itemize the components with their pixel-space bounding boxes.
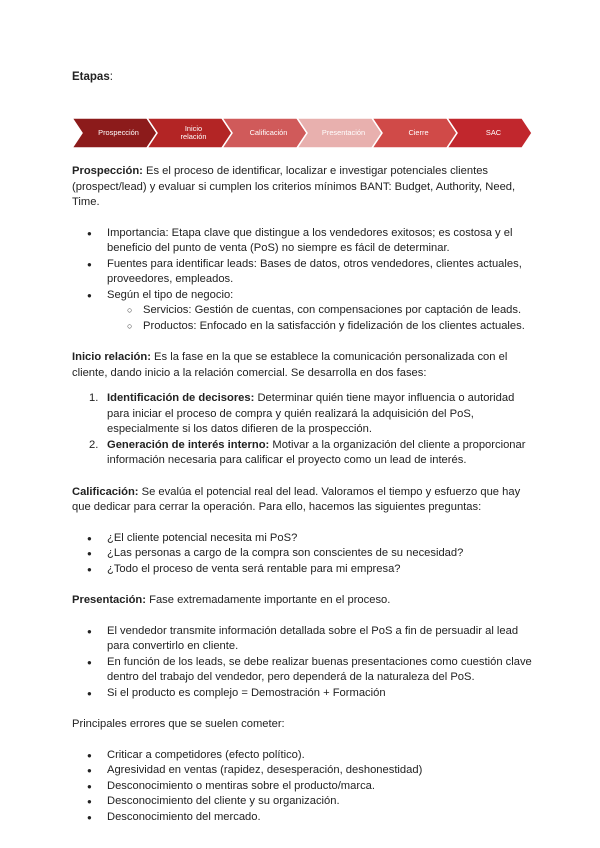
section-heading <box>72 71 113 83</box>
errores-list <box>72 748 532 826</box>
process-step-label: SAC <box>485 127 502 137</box>
list-item: ● Criticar a competidores (efecto político). <box>72 748 532 764</box>
calificacion-list <box>72 531 532 578</box>
list-item: ● ¿Las personas a cargo de la compra son conscientes de su necesidad? <box>72 546 532 562</box>
list-item: ● Si el producto es complejo = Demostración + Formación <box>72 686 532 702</box>
list-item: ● Desconocimiento o mentiras sobre el producto/marca. <box>72 779 532 795</box>
list-item: ● Importancia: Etapa clave que distingue a los vendedores exitosos; es costosa y el beneficio del punto de venta (PoS) no siempre es fácil de determinar. <box>72 226 532 257</box>
business-type-sublist <box>72 303 532 334</box>
list-item: ● ¿Todo el proceso de venta será rentable para mi empresa? <box>72 562 532 578</box>
presentacion-list <box>72 624 532 702</box>
heading-title: Etapas <box>72 71 110 83</box>
process-step-label: Inicio relación <box>180 123 207 141</box>
prospeccion-title: Prospección: <box>72 165 143 177</box>
calificacion-paragraph <box>72 485 532 516</box>
list-item: ● Agresividad en ventas (rapidez, desesperación, deshonestidad) <box>72 763 532 779</box>
prospeccion-paragraph <box>72 164 532 211</box>
item-term: Generación de interés interno: <box>107 438 270 451</box>
list-item: ● Fuentes para identificar leads: Bases de datos, otros vendedores, clientes actuales, proveedores, empleados. <box>72 257 532 288</box>
stages-process-diagram <box>72 118 532 148</box>
numbered-item <box>72 438 532 469</box>
inicio-title: Inicio relación: <box>72 351 151 363</box>
item-number: 1. <box>89 392 99 404</box>
list-item: ● Según el tipo de negocio: <box>72 288 532 304</box>
sub-list-item: ○ Productos: Enfocado en la satisfacción y fidelización de los clientes actuales. <box>72 319 532 335</box>
process-step-label: Calificación <box>249 127 288 137</box>
item-number: 2. <box>89 438 99 451</box>
item-term: Identificación de decisores: <box>107 392 255 404</box>
inicio-text: Es la fase en la que se establece la comunicación personalizada con el cliente, dando inicio a la relación comercial. Se desarrolla en dos fases: <box>72 351 508 379</box>
prospeccion-list <box>72 226 532 304</box>
process-step-label: Presentación <box>321 127 366 137</box>
list-item: ● Desconocimiento del cliente y su organización. <box>72 794 532 810</box>
presentacion-title: Presentación: <box>72 594 146 606</box>
process-step-label: Prospección <box>98 127 139 137</box>
list-item: ● El vendedor transmite información detallada sobre el PoS a fin de persuadir al lead para convertirlo en cliente. <box>72 624 532 655</box>
errores-intro: Principales errores que se suelen cometer: <box>72 718 285 730</box>
calificacion-text: Se evalúa el potencial real del lead. Valoramos el tiempo y esfuerzo que hay que dedicar para cerrar la operación. Para ello, hacemos las siguientes preguntas: <box>72 485 521 513</box>
list-item: ● ¿El cliente potencial necesita mi PoS? <box>72 531 532 547</box>
presentacion-text: Fase extremadamente importante en el proceso. <box>146 594 391 606</box>
list-item: ● Desconocimiento del mercado. <box>72 810 532 826</box>
prospeccion-text: Es el proceso de identificar, localizar e investigar potenciales clientes (prospect/lead) y evaluar si cumplen los criterios mínimos BANT: Budget, Authority, Need, Time. <box>72 165 516 208</box>
presentacion-paragraph <box>72 593 532 609</box>
numbered-item <box>72 391 532 438</box>
document-body <box>72 164 532 825</box>
list-item: ● En función de los leads, se debe realizar buenas presentaciones como cuestión clave dentro del trabajo del vendedor, pero dependerá de la naturaleza del PoS. <box>72 655 532 686</box>
inicio-numbered-list <box>72 391 532 469</box>
inicio-paragraph <box>72 350 532 381</box>
item-text: Motivar a la organización del cliente a proporcionar información necesaria para calificar el proyecto como un lead de interés. <box>107 438 526 466</box>
calificacion-title: Calificación: <box>72 485 139 498</box>
sub-list-item: ○ Servicios: Gestión de cuentas, con compensaciones por captación de leads. <box>72 303 532 319</box>
heading-colon: : <box>109 71 113 83</box>
process-step-label: Cierre <box>408 127 429 137</box>
item-text: Determinar quién tiene mayor influencia o autoridad para iniciar el proceso de compra y quién realizará la adquisición del PoS, especialmente si los datos difieren de la prospección. <box>107 392 515 435</box>
